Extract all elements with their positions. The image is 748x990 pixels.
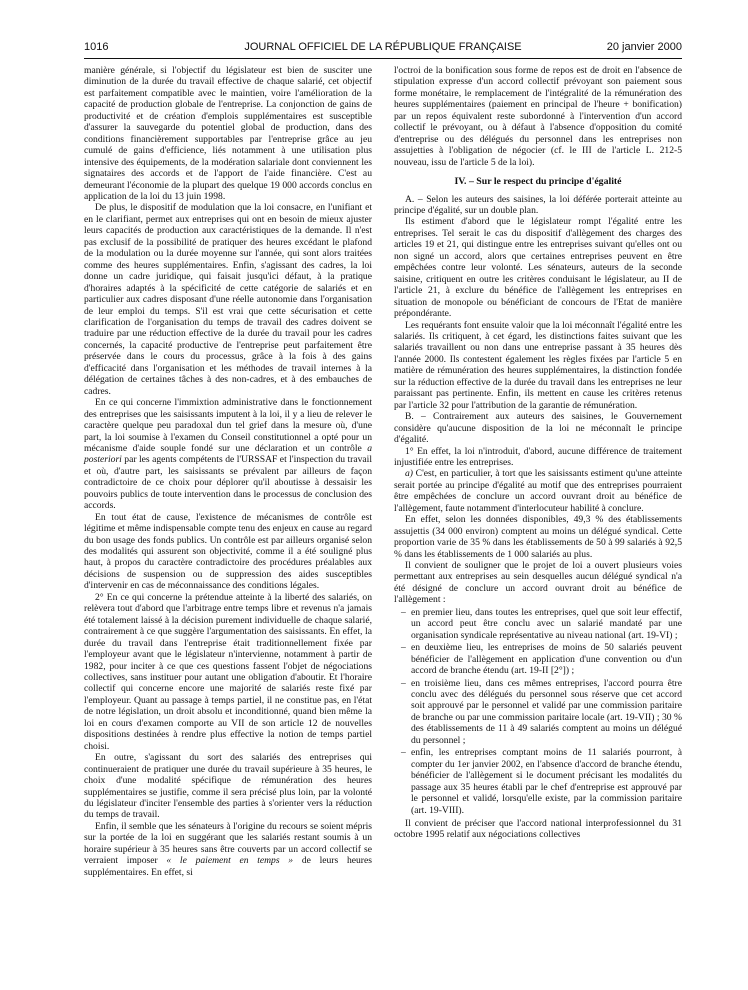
text-run: de leurs heures supplémentaires. En effet, si: [84, 855, 372, 878]
section-heading: IV. – Sur le respect du principe d'égalité: [454, 176, 622, 188]
paragraph: A. – Selon les auteurs des saisines, la loi déférée porterait atteinte au principe d'égalité, sur un double plan.: [394, 193, 682, 216]
paragraph: Ils estiment d'abord que le législateur rompt l'égalité entre les entreprises. Tel serait le cas du dispositif d'allègement des charges des articles 19 et 21, qui distingue entre les entreprises suivant qu'elles ont ou non signé un accord, alors que certaines entreprises peuvent en être empêchées contre leur volonté. Les sénateurs, auteurs de la seconde saisine, critiquent en outre les critères conduisant le législateur, au II de l'article 21, à exclure du bénéfice de l'allègement les entreprises en situation de monopole ou bénéficiant de concours de l'Etat de manière prépondérante.: [394, 216, 682, 320]
paragraph: 2° En ce qui concerne la prétendue atteinte à la liberté des salariés, on relèvera tout d'abord que l'arbitrage entre temps libre et revenus n'a jamais été totalement laissé à la décision purement individuelle de chaque salarié, contrairement à ce que suggère l'argumentation des saisissants. En effet, la durée du travail dans l'entreprise était traditionnellement fixée par l'employeur avant que le législateur n'intervienne, notamment à partir de 1982, pour inciter à ce que ces questions fassent l'objet de négociations collectives, sans instituer pour autant une obligation d'aboutir. Et l'horaire collectif qui concerne encore une majorité de salariés reste fixé par l'employeur. Quant au passage à temps partiel, il ne constitue pas, en l'état de notre législation, un droit absolu et inconditionné, quand bien même la loi en cours d'examen comporte au VII de son article 12 de nouvelles dispositions destinées à rendre plus effective la notion de temps partiel choisi.: [84, 591, 372, 752]
paragraph: B. – Contrairement aux auteurs des saisines, le Gouvernement considère qu'aucune disposition de la loi ne méconnaît le principe d'égalité.: [394, 411, 682, 446]
paragraph: manière générale, si l'objectif du législateur est bien de susciter une diminution de la durée du travail effective de chaque salarié, cet objectif est parfaitement compatible avec le maintien, voire l'amélioration de la capacité de production globale de l'entreprise. La conjonction de gains de productivité et de création d'emplois supplémentaires est susceptible d'assurer la sauvegarde du potentiel global de production, dans des conditions financièrement supportables par l'entreprise grâce au jeu cumulé de gains d'efficience, liés notamment à une utilisation plus intensive des équipements, de la modération salariale dont conviennent les signataires des accords et de l'apport de l'aide financière. C'est au demeurant l'économie de la plupart des quelque 19 000 accords conclus en application de la loi du 13 juin 1998.: [84, 65, 372, 202]
paragraph: l'octroi de la bonification sous forme de repos est de droit en l'absence de stipulation expresse d'un accord collectif prévoyant son paiement sous forme monétaire, le remplacement de l'intégralité de la rémunération des heures supplémentaires (paiement en principal de l'heure + bonification) par un repos équivalent reste subordonné à l'intervention d'un accord collectif le prévoyant, ou à défaut à l'absence d'opposition du comité d'entreprise ou des délégués du personnel dans les entreprises non assujetties à l'obligation de négocier (cf. le III de l'article L. 212-5 nouveau, issu de l'article 5 de la loi).: [394, 65, 682, 168]
list-item: – en deuxième lieu, les entreprises de moins de 50 salariés peuvent bénéficier de l'allègement en application d'une convention ou d'un accord de branche étendu (art. 19-II [2°]) ;: [394, 642, 682, 676]
paragraph: Il convient de préciser que l'accord national interprofessionnel du 31 octobre 1995 relatif aux négociations collectives: [394, 818, 682, 841]
text-run: En ce qui concerne l'immixtion administrative dans le fonctionnement des entreprises que les saisissants imputent à la loi, il y a lieu de relever le caractère quelque peu paradoxal dun tel grief dans la mesure où, d'une part, la loi soumise à l'examen du Conseil constitutionnel a opté pour un mécanisme d'aide souple fondé sur une déclaration et un contrôle: [84, 397, 372, 454]
dash-list: [394, 607, 682, 816]
list-item: – en premier lieu, dans toutes les entreprises, quel que soit leur effectif, un accord peut être conclu avec un salarié mandaté par une organisation syndicale représentative au niveau national (art. 19-VI) ;: [394, 607, 682, 641]
paragraph: Les requérants font ensuite valoir que la loi méconnaît l'égalité entre les salariés. Ils critiquent, à cet égard, les distinctions faites suivant que les salariés travaillent ou non dans une entreprise passant à 35 heures dès l'année 2000. Ils contestent également les règles fixées par l'article 5 en matière de rémunération des heures supplémentaires, la distinction fondée sur la réduction effective de la durée du travail dans les entreprises ne leur paraissant pas pertinente. Enfin, ils mettent en cause les critères retenus par l'article 32 pour l'attribution de la garantie de rémunération.: [394, 319, 682, 411]
issue-date: 20 janvier 2000: [606, 41, 682, 53]
paragraph: [84, 397, 372, 512]
paragraph: De plus, le dispositif de modulation que la loi consacre, en l'unifiant et en le clarifiant, permet aux entreprises qui ont en besoin de mieux ajuster leurs capacités de production aux caractéristiques de la demande. Il n'est pas exclusif de la possibilité de pratiquer des heures excédant le plafond de la modulation ou la durée moyenne sur l'année, qui sont alors traitées comme des heures supplémentaires. Enfin, s'agissant des cadres, la loi donne un cadre juridique, qui faisait jusqu'ici défaut, à la pratique d'horaires adaptés à la spécificité de cette catégorie de salariés et en particulier aux cadres disposant d'une réelle autonomie dans l'organisation de leur emploi du temps. S'il est vrai que cette sécurisation et cette clarification de l'organisation du temps de travail des cadres doivent se traduire par une réduction effective de la durée du travail pour les cadres concernés, la capacité productive de l'entreprise peut parfaitement être préservée dans le cours du processus, grâce à la fois à des gains d'efficacité dans l'organisation et les méthodes de travail internes à la délégation de certaines tâches à des non-cadres, et à des embauches de cadres.: [84, 202, 372, 397]
left-column: [84, 65, 372, 878]
list-item: – en troisième lieu, dans ces mêmes entreprises, l'accord pourra être conclu avec des délégués du personnel sous réserve que cet accord soit approuvé par le personnel et validé par une commission paritaire de branche ou par une commission paritaire locale (art. 19-VII) ; 30 % des établissements de 11 à 49 salariés comptent au moins un délégué du personnel ;: [394, 678, 682, 747]
paragraph: [84, 821, 372, 878]
text-run: par les agents compétents de l'URSSAF et l'inspection du travail et où, d'autre part, les saisissants se prévalent par ailleurs de façon contradictoire de ce choix pour déplorer qu'il aboutisse à dessaisir les pouvoirs publics de toute intervention dans le processus de conclusion des accords.: [84, 454, 372, 512]
italic-text: « le paiement en temps »: [166, 855, 294, 867]
text-run: C'est, en particulier, à tort que les saisissants estiment qu'une atteinte serait portée au principe d'égalité au motif que des entreprises pourraient être empêchées de conclure un accord ouvrant droit au bénéfice de l'allègement, faute notamment d'interlocuteur habilité à conclure.: [394, 468, 682, 514]
journal-title: JOURNAL OFFICIEL DE LA RÉPUBLIQUE FRANÇAISE: [244, 41, 522, 53]
header-rule: [84, 58, 682, 59]
right-column: [394, 65, 682, 841]
italic-text: a posteriori: [84, 442, 372, 466]
paragraph: En tout état de cause, l'existence de mécanismes de contrôle est légitime et même indispensable compte tenu des enjeux en cause au regard du bon usage des fonds publics. Un contrôle est par ailleurs organisé selon des modalités qui assurent son objectivité, comme il a été souligné plus haut, à propos du caractère contradictoire des procédures préalables aux décisions de suspension ou de suppression des aides susceptibles d'intervenir en cas de méconnaissance des conditions légales.: [84, 511, 372, 592]
list-item: – enfin, les entreprises comptant moins de 11 salariés pourront, à compter du 1er janvier 2002, en l'absence d'accord de branche étendu, bénéficier de l'allègement si le document précisant les modalités du passage aux 35 heures établi par le chef d'entreprise est approuvé par le personnel et validé, lorsqu'elle existe, par la commission paritaire (art. 19-VIII).: [394, 747, 682, 816]
paragraph: En outre, s'agissant du sort des salariés des entreprises qui continueraient de pratiquer une durée du travail supérieure à 35 heures, le choix d'une modalité spécifique de rémunération des heures supplémentaires se justifie, comme il sera précisé plus loin, par la volonté du législateur d'inciter l'ensemble des parties à s'orienter vers la réduction du temps de travail.: [84, 752, 372, 821]
text-run: Enfin, il semble que les sénateurs à l'origine du recours se soient mépris sur la portée de la loi en suggérant que les salariés restant soumis à un horaire supérieur à 35 heures sans être couverts par un accord collectif se verraient imposer: [84, 820, 372, 867]
paragraph: En effet, selon les données disponibles, 49,3 % des établissements assujettis (34 000 environ) comptent au moins un délégué syndical. Cette proportion varie de 35 % dans les établissements de 50 à 99 salariés à 92,5 % dans les établissements de 1 000 salariés au plus.: [394, 514, 682, 560]
page-number: 1016: [84, 41, 109, 53]
page-header: [84, 41, 682, 57]
paragraph: 1° En effet, la loi n'introduit, d'abord, aucune différence de traitement injustifiée entre les entreprises.: [394, 445, 682, 468]
item-label: a): [405, 468, 413, 480]
paragraph: Il convient de souligner que le projet de loi a ouvert plusieurs voies permettant aux entreprises au sein desquelles aucun délégué syndical n'a été désigné de conclure un accord ouvrant droit au bénéfice de l'allègement :: [394, 560, 682, 606]
paragraph: [394, 468, 682, 514]
